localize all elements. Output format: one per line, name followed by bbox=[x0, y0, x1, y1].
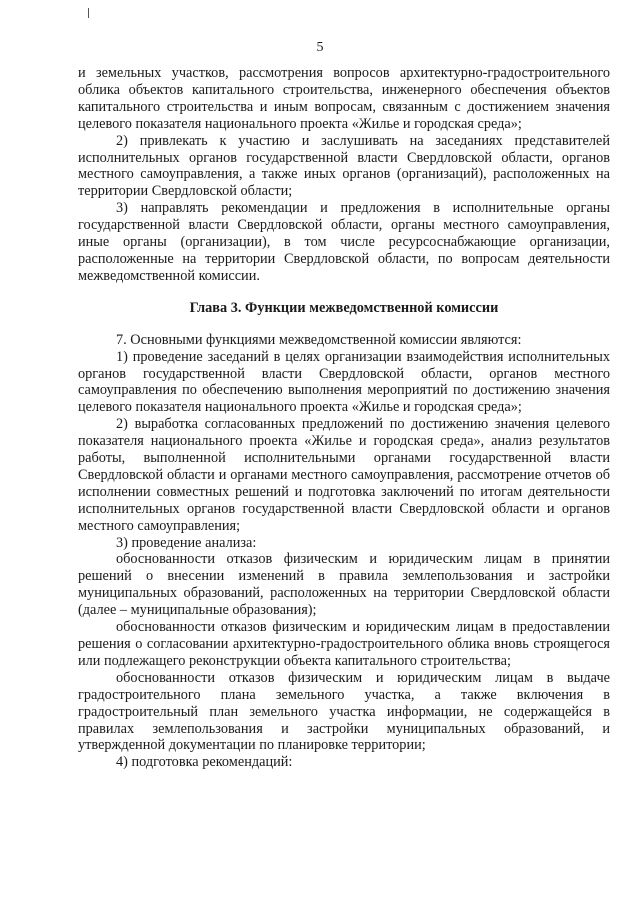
paragraph-analysis-3: обоснованности отказов физическим и юридическим лицам в выдаче градостроительного плана земельного участка, а также включения в градостроительный план земельного участка информации, не содержащейся в правилах землепользования и застройки муниципальных образований, и утвержденной документации по планировке территории; bbox=[78, 669, 610, 754]
paragraph-item-2: 2) привлекать к участию и заслушивать на заседаниях представителей исполнительных органов государственной власти Свердловской области, органов местного самоуправления, а также иных органов (организаций), расположенных на территории Свердловской области; bbox=[78, 132, 610, 200]
chapter-title: Глава 3. Функции межведомственной комиссии bbox=[189, 299, 499, 316]
paragraph-function-3: 3) проведение анализа: bbox=[116, 534, 257, 551]
scan-mark bbox=[88, 8, 89, 18]
paragraph-function-1: 1) проведение заседаний в целях организации взаимодействия исполнительных органов государственной власти Свердловской области, органов местного самоуправления по обеспечению выполнения мероприятий по достижению значения целевого показателя национального проекта «Жилье и городская среда»; bbox=[78, 348, 610, 416]
page-number: 5 bbox=[316, 40, 324, 55]
paragraph-function-4: 4) подготовка рекомендаций: bbox=[116, 754, 293, 771]
paragraph-function-2: 2) выработка согласованных предложений по достижению значения целевого показателя национального проекта «Жилье и городская среда», анализ результатов работы, выполненной исполнительными органами государственной власти Свердловской области и органами местного самоуправления, рассмотрение отчетов об исполнении совместных решений и подготовка заключений по итогам деятельности исполнительных органов государственной власти Свердловской области и органов местного самоуправления; bbox=[78, 416, 610, 534]
paragraph-item-3: 3) направлять рекомендации и предложения в исполнительные органы государственной власти Свердловской области, органы местного самоуправления, иные органы (организации), в том числе ресурсоснабжающие организации, расположенные на территории Свердловской области, по вопросам деятельности межведомственной комиссии. bbox=[78, 200, 610, 284]
paragraph-continuation: и земельных участков, рассмотрения вопросов архитектурно-градостроительного облика объектов капитального строительства, инженерного обеспечения объектов капитального строительства и иным вопросам, связанным с достижением значения целевого показателя национального проекта «Жилье и городская среда»; bbox=[78, 65, 610, 132]
paragraph-analysis-1: обоснованности отказов физическим и юридическим лицам в принятии решений о внесении изменений в правила землепользования и застройки муниципальных образований, расположенных на территории Свердловской области (далее – муниципальные образования); bbox=[78, 551, 610, 619]
document-body bbox=[78, 65, 610, 771]
paragraph-analysis-2: обоснованности отказов физическим и юридическим лицам в предоставлении решения о согласовании архитектурно-градостроительного облика вновь строящегося или подлежащего реконструкции объекта капитального строительства; bbox=[78, 619, 610, 669]
paragraph-section-7: 7. Основными функциями межведомственной комиссии являются: bbox=[116, 331, 522, 348]
